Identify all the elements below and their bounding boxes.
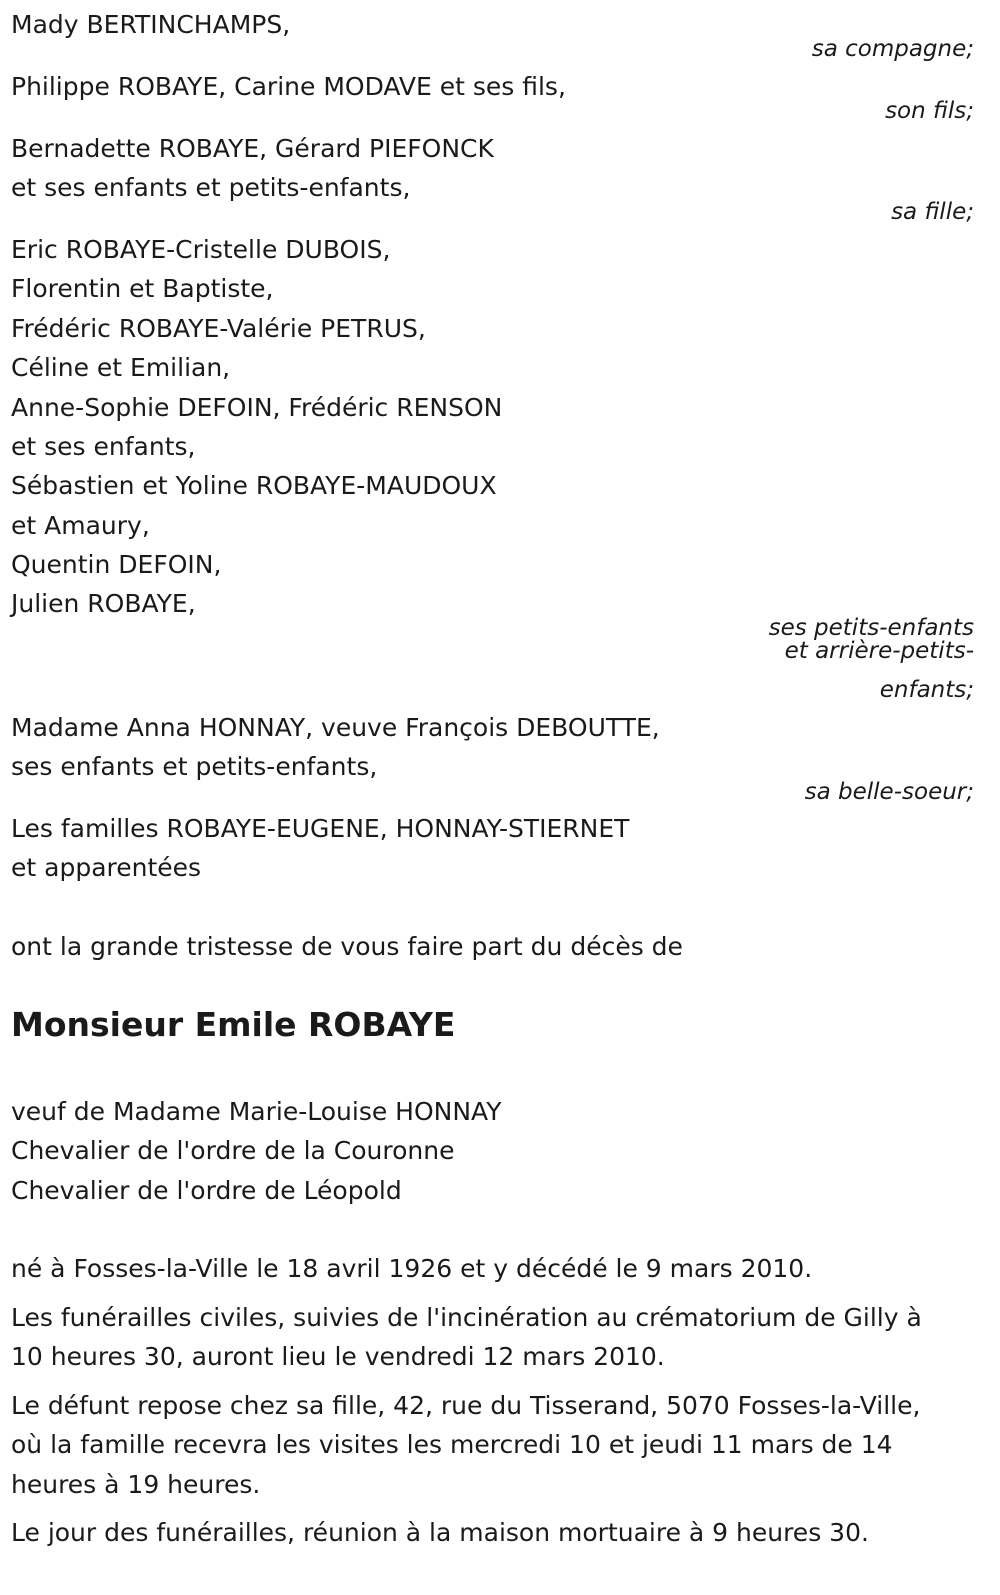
family-line: Les familles ROBAYE-EUGENE, HONNAY-STIERNET xyxy=(11,814,630,843)
paragraph-line: heures à 19 heures. xyxy=(11,1470,261,1499)
relation-label: sa compagne; xyxy=(811,36,974,62)
deceased-name: Monsieur Emile ROBAYE xyxy=(11,1005,456,1044)
family-line: Bernadette ROBAYE, Gérard PIEFONCK xyxy=(11,134,494,163)
family-line: Madame Anna HONNAY, veuve François DEBOUTTE, xyxy=(11,713,660,742)
relation-label: ses petits-enfants xyxy=(768,615,974,641)
family-line: Mady BERTINCHAMPS, xyxy=(11,10,291,39)
family-line: Eric ROBAYE-Cristelle DUBOIS, xyxy=(11,235,391,264)
family-line: et ses enfants, xyxy=(11,432,196,461)
family-line: Céline et Emilian, xyxy=(11,353,231,382)
family-line: Julien ROBAYE, xyxy=(11,589,196,618)
family-line: Sébastien et Yoline ROBAYE-MAUDOUX xyxy=(11,471,497,500)
deceased-detail: Chevalier de l'ordre de Léopold xyxy=(11,1176,402,1205)
family-line: ses enfants et petits-enfants, xyxy=(11,752,378,781)
relation-label: et arrière-petits- xyxy=(784,638,974,664)
family-line: et ses enfants et petits-enfants, xyxy=(11,173,411,202)
relation-label: enfants; xyxy=(879,677,974,703)
paragraph-line: Le jour des funérailles, réunion à la maison mortuaire à 9 heures 30. xyxy=(11,1518,869,1547)
family-line: Florentin et Baptiste, xyxy=(11,274,274,303)
paragraph-line: né à Fosses-la-Ville le 18 avril 1926 et y décédé le 9 mars 2010. xyxy=(11,1254,813,1283)
paragraph-line: 10 heures 30, auront lieu le vendredi 12 mars 2010. xyxy=(11,1342,665,1371)
relation-label: son fils; xyxy=(885,98,974,124)
family-line: et Amaury, xyxy=(11,511,150,540)
relation-label: sa fille; xyxy=(891,199,974,225)
deceased-detail: Chevalier de l'ordre de la Couronne xyxy=(11,1136,455,1165)
deceased-detail: veuf de Madame Marie-Louise HONNAY xyxy=(11,1097,502,1126)
family-line: Anne-Sophie DEFOIN, Frédéric RENSON xyxy=(11,393,503,422)
family-line: et apparentées xyxy=(11,853,202,882)
paragraph-line: Les funérailles civiles, suivies de l'incinération au crématorium de Gilly à xyxy=(11,1303,922,1332)
family-line: Quentin DEFOIN, xyxy=(11,550,222,579)
relation-label: sa belle-soeur; xyxy=(804,779,974,805)
family-line: Philippe ROBAYE, Carine MODAVE et ses fils, xyxy=(11,72,566,101)
paragraph-line: Le défunt repose chez sa fille, 42, rue du Tisserand, 5070 Fosses-la-Ville, xyxy=(11,1391,921,1420)
paragraph-line: où la famille recevra les visites les mercredi 10 et jeudi 11 mars de 14 xyxy=(11,1430,893,1459)
family-line: Frédéric ROBAYE-Valérie PETRUS, xyxy=(11,314,426,343)
announcement-text: ont la grande tristesse de vous faire part du décès de xyxy=(11,932,683,961)
